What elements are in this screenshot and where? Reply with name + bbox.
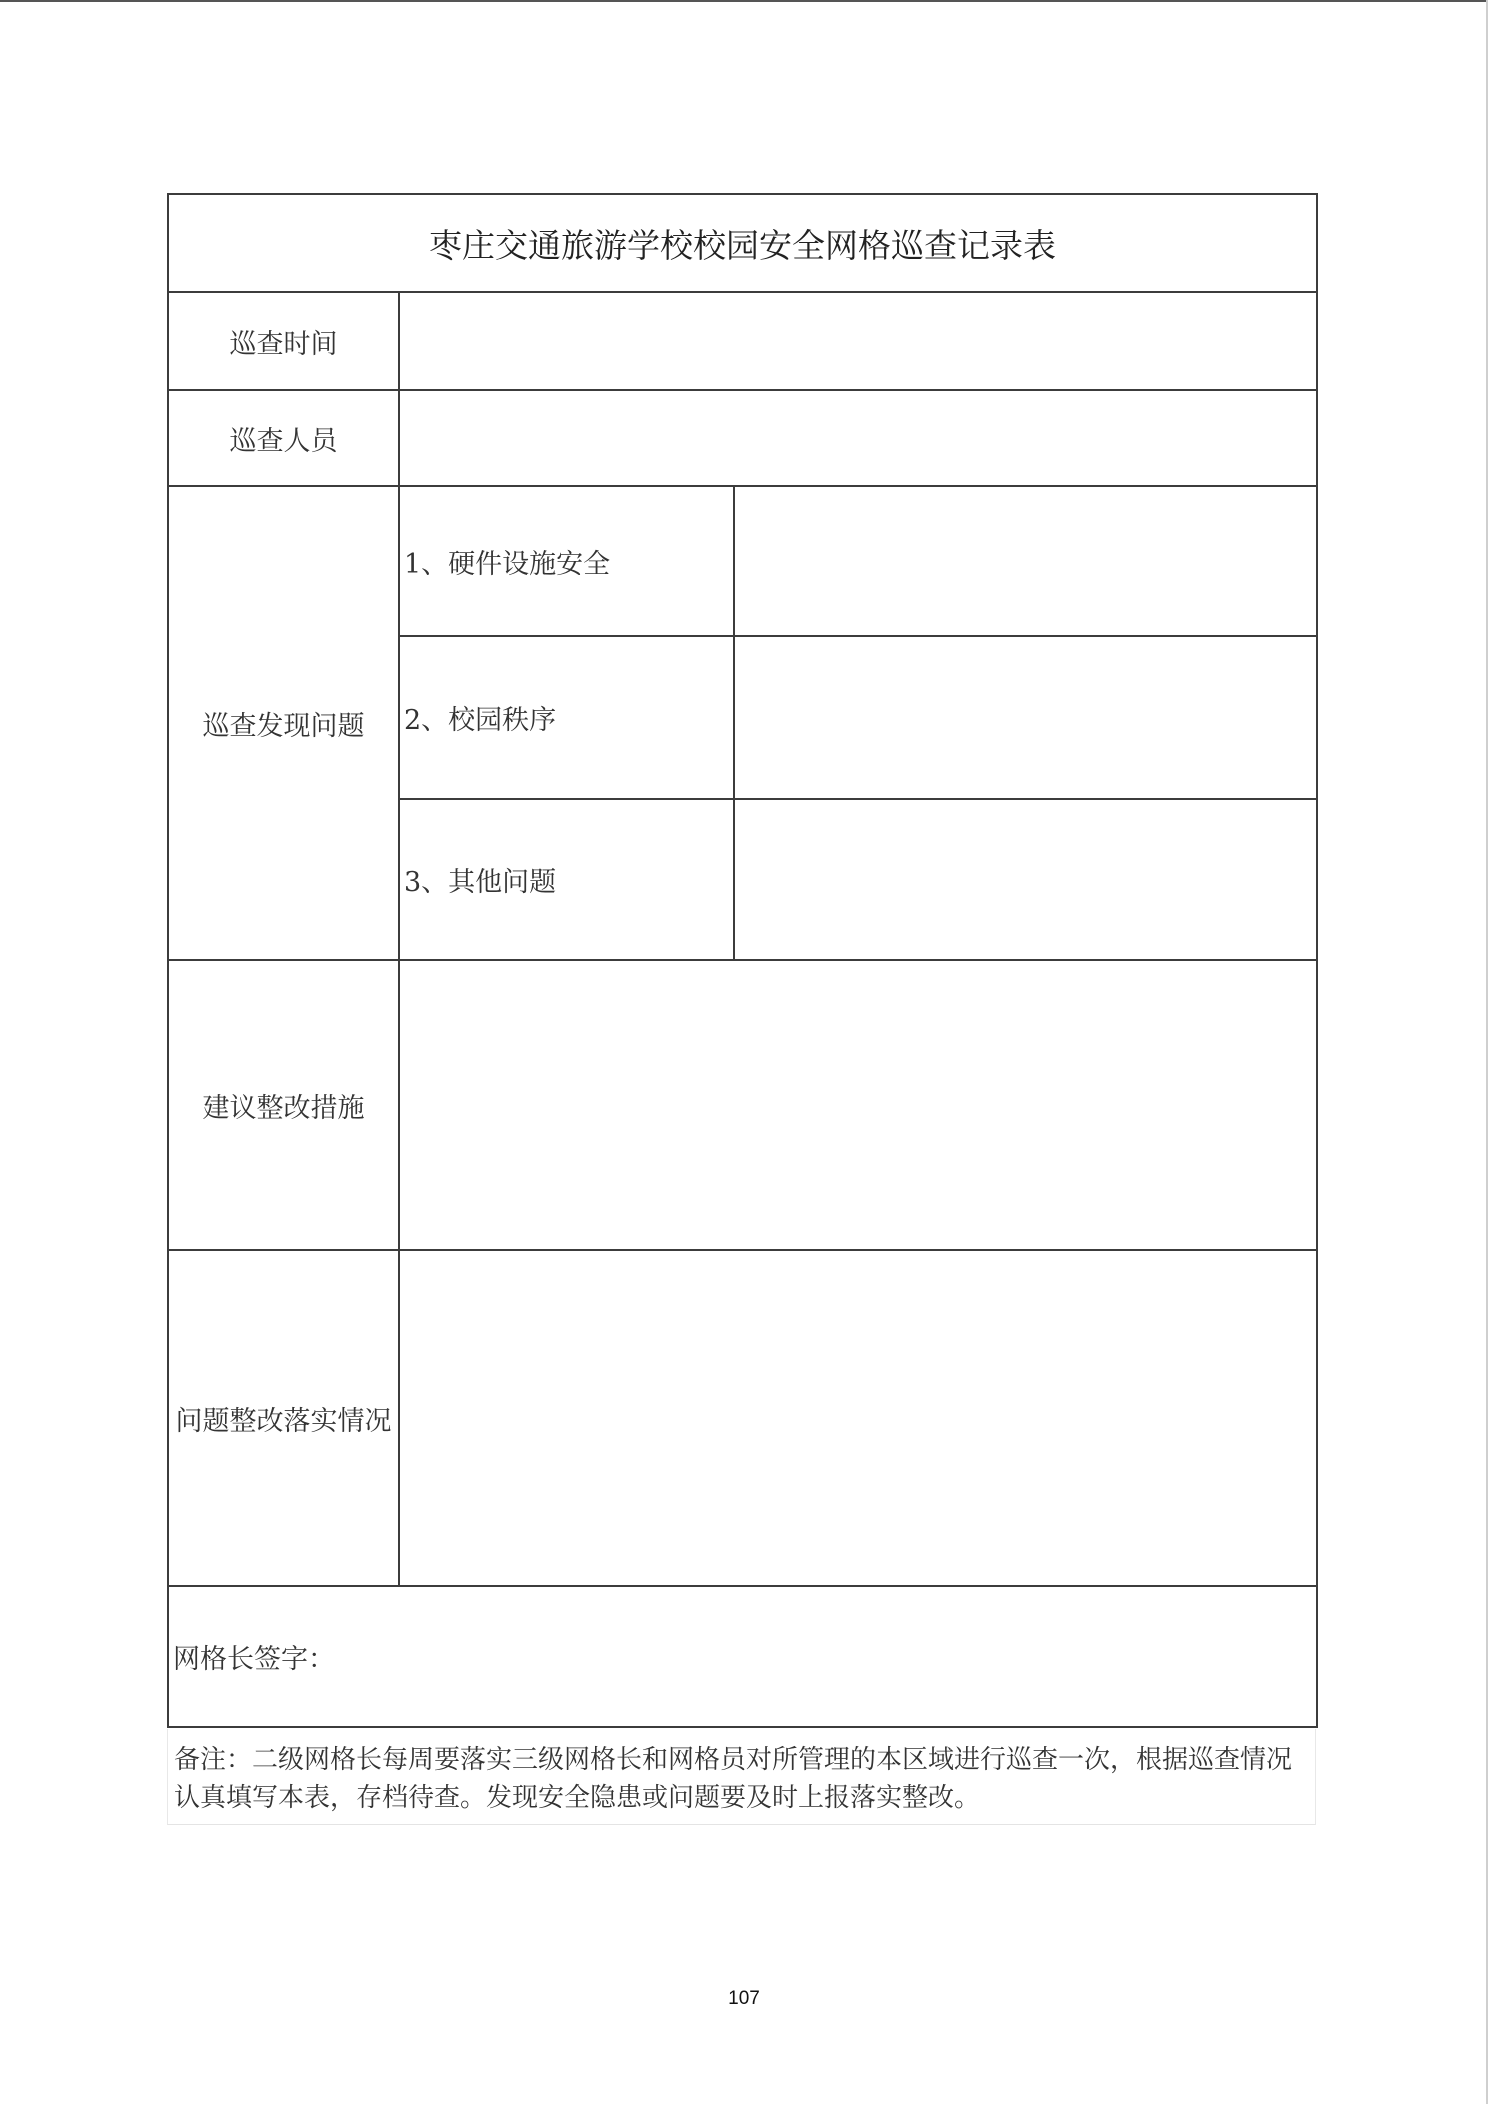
issue-order-field[interactable] xyxy=(734,636,1317,799)
rectification-status-label: 问题整改落实情况 xyxy=(168,1250,399,1586)
patrol-time-row xyxy=(168,292,1317,390)
signature-label[interactable]: 网格长签字： xyxy=(168,1586,1317,1727)
rectification-status-field[interactable] xyxy=(399,1250,1317,1586)
patrol-staff-label: 巡查人员 xyxy=(168,390,399,486)
page-number: 107 xyxy=(728,1988,760,2009)
title-row xyxy=(168,194,1317,292)
rectification-status-row xyxy=(168,1250,1317,1586)
patrol-time-field[interactable] xyxy=(399,292,1317,390)
patrol-record-form xyxy=(167,193,1318,1728)
issues-found-label: 巡查发现问题 xyxy=(168,486,399,960)
rectification-measures-label: 建议整改措施 xyxy=(168,960,399,1250)
rectification-measures-row xyxy=(168,960,1317,1250)
patrol-staff-row xyxy=(168,390,1317,486)
signature-row xyxy=(168,1586,1317,1727)
patrol-staff-field[interactable] xyxy=(399,390,1317,486)
patrol-time-label: 巡查时间 xyxy=(168,292,399,390)
issue-row-hardware xyxy=(168,486,1317,636)
issue-hardware-field[interactable] xyxy=(734,486,1317,636)
issue-other-field[interactable] xyxy=(734,799,1317,960)
form-note: 备注：二级网格长每周要落实三级网格长和网格员对所管理的本区域进行巡查一次，根据巡查情况认真填写本表，存档待查。发现安全隐患或问题要及时上报落实整改。 xyxy=(167,1729,1316,1825)
issue-item-other: 3、其他问题 xyxy=(399,799,734,960)
form-title: 枣庄交通旅游学校校园安全网格巡查记录表 xyxy=(168,194,1317,292)
issue-item-hardware: 1、硬件设施安全 xyxy=(399,486,734,636)
rectification-measures-field[interactable] xyxy=(399,960,1317,1250)
page-top-rule xyxy=(0,0,1488,2)
issue-item-order: 2、校园秩序 xyxy=(399,636,734,799)
